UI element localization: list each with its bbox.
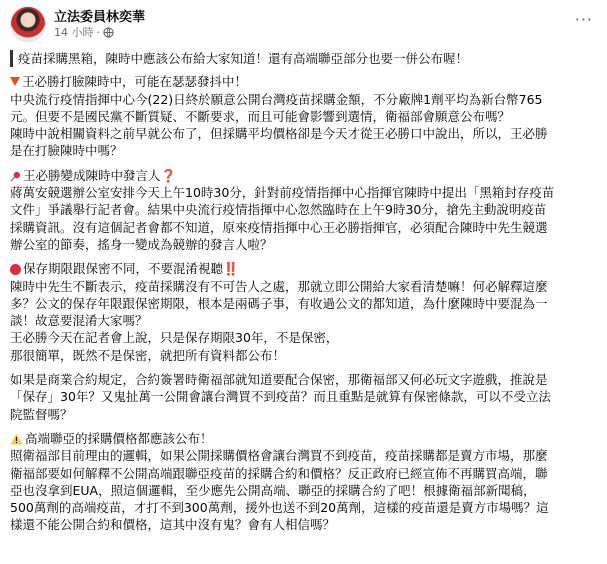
question-mark-icon: ❓ (160, 167, 177, 183)
section-title: 王必勝打臉陳時中，可能在瑟瑟發抖中！ (10, 73, 597, 90)
body-line: 如果是商業合約規定，合約簽署時衛福部就知道要配合保密，那衛福部又何必玩文字遊戲，推說是 (10, 372, 548, 388)
author-name[interactable]: 立法委員林奕華 (54, 9, 146, 25)
body-line: 採購資訊。沒有這個記者會都不知道，原來疫情指揮中心王必勝指揮官，必須配合陳時中先生競選 (10, 219, 548, 235)
pushpin-icon (10, 171, 21, 182)
body-line: 亞也沒拿到EUA，照這個邏輯，至少應先公開高端、聯亞的採購合約了吧！根據衛福部新聞稿， (10, 482, 536, 498)
post-headline: 疫苗採購黑箱，陳時中應該公布給大家知道！還有高端聯亞部分也要一併公布喔！ (10, 50, 597, 67)
body-line: 談！故意要混淆大家嗎？ (10, 313, 148, 329)
body-line: 是在打臉陳時中嗎？ (10, 143, 123, 159)
section-title: 王必勝變成陳時中發言人❓ (10, 167, 597, 184)
section-title: 保存期限跟保密不同，不要混淆視聽‼️ (10, 260, 597, 277)
body-line: 500萬劑的高端疫苗，才打不到300萬劑，援外也送不到20萬劑，這樣的疫苗還是賣方市場嗎？這 (10, 500, 549, 516)
red-circle-icon (10, 264, 21, 275)
globe-icon (103, 27, 114, 38)
body-line: 陳時中說相關資料之前早就公布了，但採購平均價格卻是今天才從王必勝口中說出，所以，王必勝 (10, 126, 548, 142)
body-line: 中央流行疫情指揮中心今(22)日終於願意公開台灣疫苗採購金額，不分廠牌1劑平均為新台幣765 (10, 91, 543, 107)
body-line: 院監督嗎？ (10, 406, 73, 422)
double-exclamation-icon: ‼️ (223, 261, 239, 277)
post-timestamp[interactable]: 14 小時 (54, 25, 94, 39)
body-line: 辦公室的節奏，搖身一變成為競辦的發言人啦？ (10, 236, 273, 252)
body-line: 文件」爭議舉行記者會。結果中央流行疫情指揮中心忽然臨時在上午9時30分，搶先主動說明疫苗 (10, 202, 547, 218)
body-line: 照衛福部目前理由的邏輯，如果公開採購價格會讓台灣買不到疫苗，疫苗採購都是賣方市場，那麼 (10, 448, 548, 464)
warning-sign-icon (10, 433, 23, 445)
body-line: 多？公文的保存年限跟保密期限，根本是兩碼子事，有收過公文的都知道，為什麼陳時中要混為一 (10, 295, 548, 311)
post-content (10, 50, 597, 534)
body-line: 王必勝今天在記者會上說，只是保存期限30年，不是保密， (10, 330, 339, 346)
body-line: 蔣萬安競選辦公室安排今天上午10時30分，針對前疫情指揮中心指揮官陳時中提出「黑箱封存疫苗 (10, 185, 555, 201)
more-options-icon[interactable]: ··· (574, 10, 593, 29)
body-line: 那很簡單，既然不是保密，就把所有資料都公布！ (10, 347, 286, 363)
body-line: 元。但要不是國民黨不斷質疑、不斷要求，而且可能會影響到選情，衛福部會願意公布嗎？ (10, 108, 511, 124)
body-line: 樣還不能公開合約和價格，這其中沒有鬼？會有人相信嗎？ (10, 517, 336, 533)
avatar[interactable] (10, 6, 46, 42)
body-line: 陳時中先生不斷表示，疫苗採購沒有不可告人之處，那就立即公開給大家看清楚嘛！何必解釋這麼 (10, 278, 548, 294)
post-header (10, 6, 597, 42)
post-meta (54, 9, 145, 40)
warning-triangle-icon (10, 77, 20, 86)
body-line: 「保存」30年？又鬼扯萬一公開會讓台灣買不到疫苗？而且重點是就算有保密條款，可以不受立法 (10, 389, 551, 405)
section-title: 高端聯亞的採購價格都應該公布！ (10, 430, 597, 447)
post-subline: 14 小時 · (54, 26, 145, 40)
body-line: 衛福部要如何解釋不公開高端跟聯亞疫苗的採購合約和價格？反正政府已經宣佈不再購買高端，聯 (10, 465, 548, 481)
